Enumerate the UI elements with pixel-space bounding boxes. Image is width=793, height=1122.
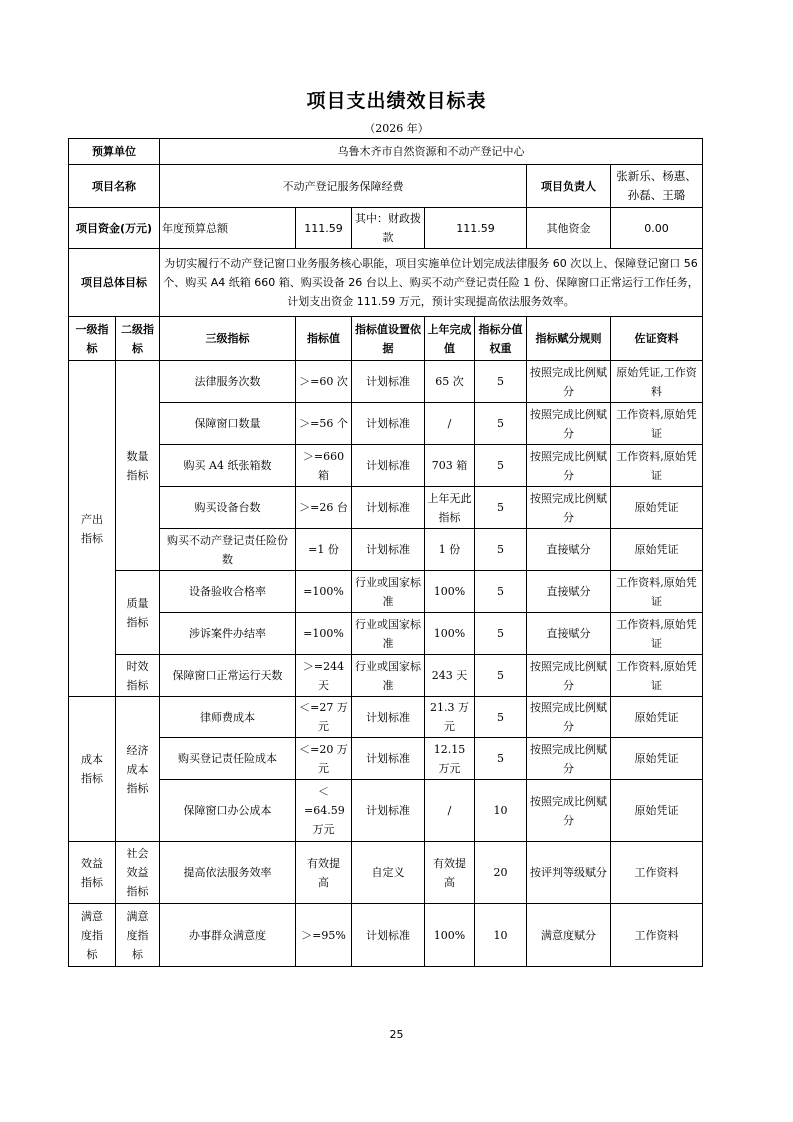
- indicator-basis: 行业或国家标准: [352, 571, 425, 613]
- project-name-row: [69, 165, 703, 208]
- table-row: [69, 361, 703, 403]
- indicator-name: 购买设备台数: [160, 487, 296, 529]
- goal-row: [69, 249, 703, 317]
- indicator-evidence: 原始凭证,工作资料: [611, 361, 703, 403]
- group-output: 产出指标: [69, 361, 116, 697]
- indicator-last: 21.3 万元: [425, 697, 475, 738]
- table-row: [69, 697, 703, 738]
- funds-label: 项目资金(万元): [69, 208, 160, 249]
- indicator-name: 购买不动产登记责任险份数: [160, 529, 296, 571]
- indicator-rule: 直接赋分: [527, 529, 611, 571]
- table-row: [69, 529, 703, 571]
- indicator-basis: 计划标准: [352, 403, 425, 445]
- col-header-evidence: 佐证资料: [611, 317, 703, 361]
- indicator-weight: 10: [475, 780, 527, 842]
- indicator-evidence: 工作资料,原始凭证: [611, 613, 703, 655]
- indicator-weight: 5: [475, 403, 527, 445]
- col-header-level3: 三级指标: [160, 317, 296, 361]
- budget-unit-value: 乌鲁木齐市自然资源和不动产登记中心: [160, 139, 703, 165]
- col-header-last-year: 上年完成值: [425, 317, 475, 361]
- group-satisfaction: 满意度指标: [69, 904, 116, 967]
- indicator-basis: 行业或国家标准: [352, 613, 425, 655]
- indicator-last: 243 天: [425, 655, 475, 697]
- indicator-rule: 按照完成比例赋分: [527, 445, 611, 487]
- group-timeliness: 时效指标: [116, 655, 160, 697]
- budget-unit-row: [69, 139, 703, 165]
- indicator-last: 1 份: [425, 529, 475, 571]
- indicator-evidence: 原始凭证: [611, 738, 703, 780]
- indicator-weight: 5: [475, 571, 527, 613]
- indicator-rule: 直接赋分: [527, 613, 611, 655]
- goal-text: 为切实履行不动产登记窗口业务服务核心职能，项目实施单位计划完成法律服务 60 次以上、保障登记窗口 56 个、购买 A4 纸箱 660 箱、购买设备 26 台以上、购买不动产登记责任险 1 份、保障窗口正常运行工作任务，计划支出资金 111.59 万元，预计实现提高依法服务效率。: [160, 249, 703, 317]
- group-econ-cost: 经济成本指标: [116, 697, 160, 842]
- indicator-value: =100%: [296, 613, 352, 655]
- indicator-weight: 5: [475, 361, 527, 403]
- annual-budget-value: 111.59: [296, 208, 352, 249]
- page-title: 项目支出绩效目标表: [306, 90, 487, 112]
- indicator-value: =1 份: [296, 529, 352, 571]
- indicator-last: 100%: [425, 613, 475, 655]
- indicator-last: /: [425, 780, 475, 842]
- indicator-weight: 5: [475, 445, 527, 487]
- indicator-basis: 自定义: [352, 842, 425, 904]
- indicator-evidence: 原始凭证: [611, 780, 703, 842]
- col-header-level1: 一级指标: [69, 317, 116, 361]
- indicator-weight: 5: [475, 613, 527, 655]
- col-header-rule: 指标赋分规则: [527, 317, 611, 361]
- indicator-value: ＞=95%: [296, 904, 352, 967]
- indicator-rule: 按照完成比例赋分: [527, 361, 611, 403]
- group-quality: 质量指标: [116, 571, 160, 655]
- indicator-name: 保障窗口数量: [160, 403, 296, 445]
- table-row: [69, 842, 703, 904]
- funds-row: [69, 208, 703, 249]
- indicator-last: 703 箱: [425, 445, 475, 487]
- budget-unit-label: 预算单位: [69, 139, 160, 165]
- indicator-evidence: 工作资料: [611, 842, 703, 904]
- indicator-last: 12.15 万元: [425, 738, 475, 780]
- other-funds-label: 其他资金: [527, 208, 611, 249]
- annual-budget-label: 年度预算总额: [160, 208, 296, 249]
- indicator-basis: 计划标准: [352, 738, 425, 780]
- indicator-value: ＞=660 箱: [296, 445, 352, 487]
- table-row: [69, 904, 703, 967]
- indicator-evidence: 工作资料,原始凭证: [611, 571, 703, 613]
- indicator-last: 100%: [425, 904, 475, 967]
- indicator-weight: 10: [475, 904, 527, 967]
- indicator-value: ＜=27 万元: [296, 697, 352, 738]
- indicator-basis: 计划标准: [352, 487, 425, 529]
- indicator-evidence: 工作资料,原始凭证: [611, 403, 703, 445]
- indicator-evidence: 原始凭证: [611, 697, 703, 738]
- indicator-basis: 计划标准: [352, 529, 425, 571]
- leader-value: 张新乐、杨惠、孙磊、王璐: [611, 165, 703, 208]
- performance-target-table: [68, 138, 703, 967]
- group-benefit: 效益指标: [69, 842, 116, 904]
- col-header-level2: 二级指标: [116, 317, 160, 361]
- indicator-weight: 20: [475, 842, 527, 904]
- indicator-basis: 行业或国家标准: [352, 655, 425, 697]
- indicator-name: 律师费成本: [160, 697, 296, 738]
- indicator-name: 购买 A4 纸张箱数: [160, 445, 296, 487]
- leader-label: 项目负责人: [527, 165, 611, 208]
- indicator-evidence: 工作资料,原始凭证: [611, 445, 703, 487]
- indicator-evidence: 原始凭证: [611, 487, 703, 529]
- table-row: [69, 780, 703, 842]
- project-name-value: 不动产登记服务保障经费: [160, 165, 527, 208]
- indicator-value: ＜=64.59 万元: [296, 780, 352, 842]
- col-header-basis: 指标值设置依据: [352, 317, 425, 361]
- indicator-name: 购买登记责任险成本: [160, 738, 296, 780]
- indicator-evidence: 工作资料,原始凭证: [611, 655, 703, 697]
- page-number: 25: [389, 1028, 404, 1041]
- other-funds-value: 0.00: [611, 208, 703, 249]
- indicator-rule: 按照完成比例赋分: [527, 655, 611, 697]
- indicator-basis: 计划标准: [352, 904, 425, 967]
- indicator-basis: 计划标准: [352, 361, 425, 403]
- goal-label: 项目总体目标: [69, 249, 160, 317]
- indicator-rule: 按照完成比例赋分: [527, 697, 611, 738]
- indicator-value: ＞=244 天: [296, 655, 352, 697]
- indicator-value: ＞=60 次: [296, 361, 352, 403]
- fiscal-label: 其中：财政拨款: [352, 208, 425, 249]
- indicator-name: 办事群众满意度: [160, 904, 296, 967]
- indicator-rule: 按照完成比例赋分: [527, 738, 611, 780]
- group-cost: 成本指标: [69, 697, 116, 842]
- indicator-basis: 计划标准: [352, 445, 425, 487]
- indicator-name: 提高依法服务效率: [160, 842, 296, 904]
- indicator-rule: 满意度赋分: [527, 904, 611, 967]
- group-quantity: 数量指标: [116, 361, 160, 571]
- indicator-basis: 计划标准: [352, 697, 425, 738]
- indicator-name: 保障窗口正常运行天数: [160, 655, 296, 697]
- indicator-value: ＜=20 万元: [296, 738, 352, 780]
- indicator-last: 有效提高: [425, 842, 475, 904]
- table-row: [69, 571, 703, 613]
- indicator-evidence: 工作资料: [611, 904, 703, 967]
- indicator-last: 65 次: [425, 361, 475, 403]
- indicator-basis: 计划标准: [352, 780, 425, 842]
- indicator-value: =100%: [296, 571, 352, 613]
- indicator-name: 设备验收合格率: [160, 571, 296, 613]
- indicator-value: 有效提高: [296, 842, 352, 904]
- indicator-last: 100%: [425, 571, 475, 613]
- indicator-last: /: [425, 403, 475, 445]
- indicator-name: 法律服务次数: [160, 361, 296, 403]
- group-social-benefit: 社会效益指标: [116, 842, 160, 904]
- indicator-value: ＞=26 台: [296, 487, 352, 529]
- column-header-row: [69, 317, 703, 361]
- indicator-rule: 按评判等级赋分: [527, 842, 611, 904]
- indicator-rule: 直接赋分: [527, 571, 611, 613]
- table-row: [69, 738, 703, 780]
- indicator-rule: 按照完成比例赋分: [527, 487, 611, 529]
- table-row: [69, 487, 703, 529]
- indicator-weight: 5: [475, 529, 527, 571]
- year-label: （2026 年）: [364, 122, 429, 135]
- indicator-rule: 按照完成比例赋分: [527, 780, 611, 842]
- project-name-label: 项目名称: [69, 165, 160, 208]
- indicator-rule: 按照完成比例赋分: [527, 403, 611, 445]
- indicator-weight: 5: [475, 738, 527, 780]
- indicator-evidence: 原始凭证: [611, 529, 703, 571]
- table-row: [69, 613, 703, 655]
- table-row: [69, 403, 703, 445]
- col-header-weight: 指标分值权重: [475, 317, 527, 361]
- fiscal-value: 111.59: [425, 208, 527, 249]
- group-satisfaction-2: 满意度指标: [116, 904, 160, 967]
- indicator-weight: 5: [475, 487, 527, 529]
- col-header-value: 指标值: [296, 317, 352, 361]
- indicator-name: 涉诉案件办结率: [160, 613, 296, 655]
- indicator-weight: 5: [475, 697, 527, 738]
- table-row: [69, 445, 703, 487]
- indicator-last: 上年无此指标: [425, 487, 475, 529]
- indicator-value: ＞=56 个: [296, 403, 352, 445]
- table-row: [69, 655, 703, 697]
- indicator-name: 保障窗口办公成本: [160, 780, 296, 842]
- indicator-weight: 5: [475, 655, 527, 697]
